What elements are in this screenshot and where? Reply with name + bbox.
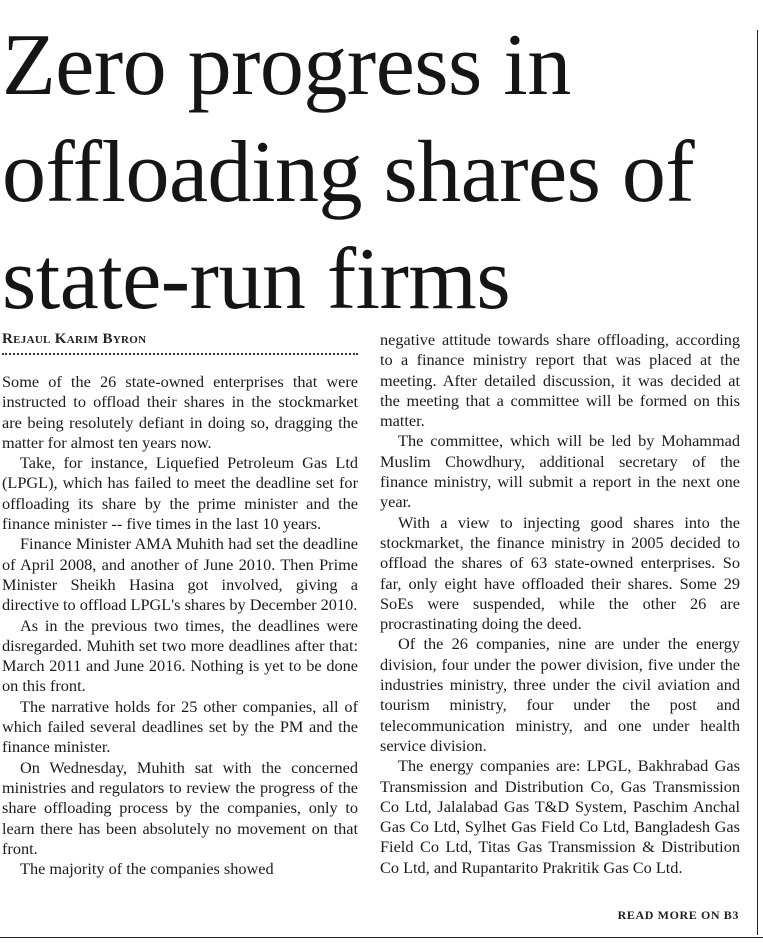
paragraph: As in the previous two times, the deadlines were disregarded. Muhith set two more deadlines after that: March 2011 and June 2016. Nothing is yet to be done on this front. — [2, 615, 358, 696]
byline-divider — [2, 353, 358, 355]
article-column-2 — [380, 330, 740, 878]
headline: Zero progress in offloading shares of state-run firms — [2, 17, 695, 328]
paragraph: Some of the 26 state-owned enterprises that were instructed to offload their shares in the stockmarket are being resolutely defiant in doing so, dragging the matter for almost ten years now. — [2, 372, 358, 452]
bottom-rule — [0, 937, 763, 938]
paragraph: Take, for instance, Liquefied Petroleum Gas Ltd (LPGL), which has failed to meet the deadline set for offloading its share by the prime minister and the finance minister -- five times in the last 10 years. — [2, 453, 358, 534]
paragraph: Finance Minister AMA Muhith had set the deadline of April 2008, and another of June 2010. Then Prime Minister Sheikh Hasina got involved, giving a directive to offload LPGL's shares by December 2010. — [2, 534, 358, 615]
byline: Rejaul Karim Byron — [2, 331, 147, 347]
article-column-1 — [2, 372, 358, 879]
read-more-link[interactable]: READ MORE ON B3 — [617, 908, 739, 922]
paragraph: On Wednesday, Muhith sat with the concerned ministries and regulators to review the progress of the share offloading process by the companies, only to learn there has been absolutely no movement on that front. — [2, 757, 358, 858]
paragraph: Of the 26 companies, nine are under the energy division, four under the power division, five under the industries ministry, three under the civil aviation and tourism ministry, four under the post and telecommunication ministry, and one under health service division. — [380, 634, 740, 755]
paragraph: negative attitude towards share offloading, according to a finance ministry report that was placed at the meeting. After detailed discussion, it was decided at the meeting that a committee will be formed on this matter. — [380, 330, 740, 431]
paragraph: With a view to injecting good shares into the stockmarket, the finance ministry in 2005 decided to offload the shares of 63 state-owned enterprises. So far, only eight have offloaded their shares. Some 29 SoEs were suspended, while the other 26 are procrastinating doing the deed. — [380, 512, 740, 634]
paragraph: The narrative holds for 25 other companies, all of which failed several deadlines set by the PM and the finance minister. — [2, 696, 358, 757]
paragraph: The majority of the companies showed — [20, 859, 274, 879]
paragraph: The committee, which will be led by Mohammad Muslim Chowdhury, additional secretary of the finance ministry, will submit a report in the next one year. — [380, 431, 740, 512]
column-rule — [757, 30, 758, 935]
paragraph: The energy companies are: LPGL, Bakhrabad Gas Transmission and Distribution Co, Gas Transmission Co Ltd, Jalalabad Gas T&D System, Paschim Anchal Gas Co Ltd, Sylhet Gas Field Co Ltd, Bangladesh Gas Field Co Ltd, Titas Gas Transmission & Distribution Co Ltd, and Rupantarito Prakritik Gas Co Ltd. — [380, 756, 740, 877]
